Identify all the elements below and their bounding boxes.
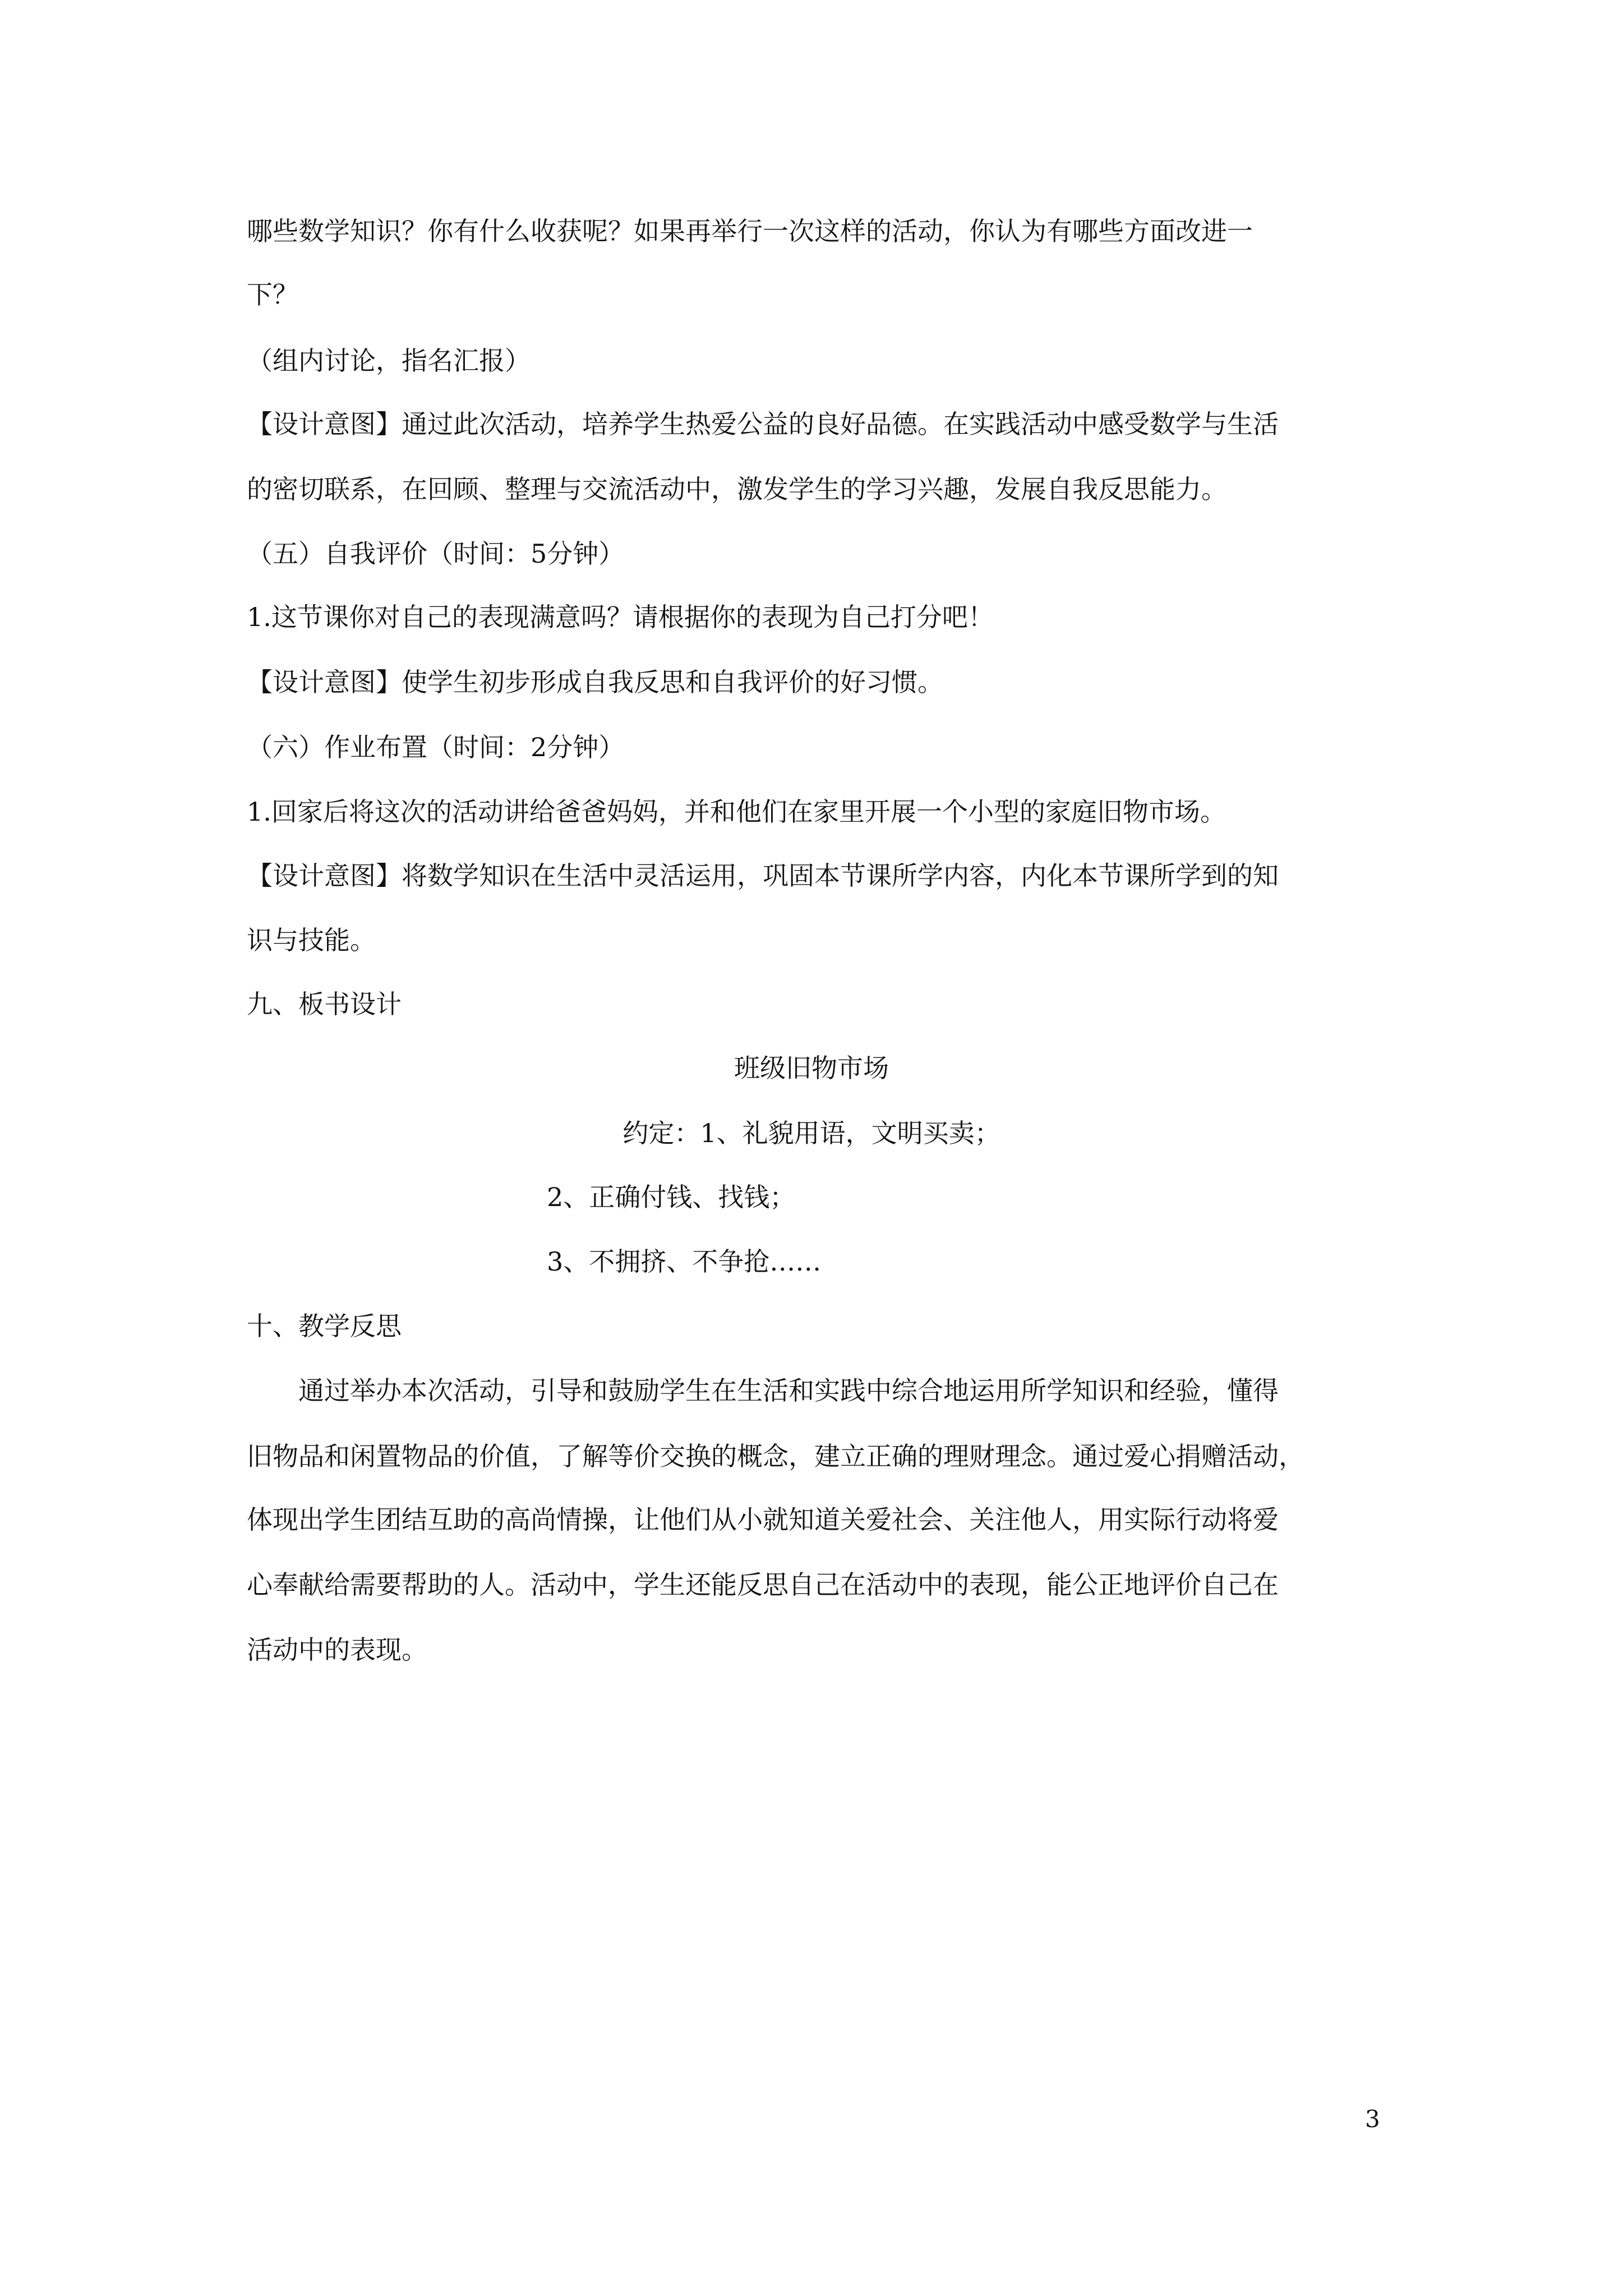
- board-rule: 3、不拥挤、不争抢……: [547, 1246, 822, 1277]
- design-intent-line: 【设计意图】将数学知识在生活中灵活运用，巩固本节课所学内容，内化本节课所学到的知: [247, 861, 1279, 891]
- design-intent-line: 【设计意图】使学生初步形成自我反思和自我评价的好习惯。: [247, 667, 943, 697]
- board-rule: 约定：1、礼貌用语，文明买卖；: [623, 1118, 1000, 1148]
- board-title: 班级旧物市场: [734, 1053, 889, 1083]
- section-heading: 九、板书设计: [247, 989, 402, 1019]
- reflection-line: 旧物品和闲置物品的价值，了解等价交换的概念，建立正确的理财理念。通过爱心捐赠活动，: [247, 1441, 1304, 1471]
- paragraph-line: 识与技能。: [247, 925, 376, 955]
- paragraph-line: 的密切联系，在回顾、整理与交流活动中，激发学生的学习兴趣，发展自我反思能力。: [247, 474, 1227, 504]
- section-heading: （六）作业布置（时间：2分钟）: [247, 732, 625, 762]
- paragraph-line: （组内讨论，指名汇报）: [247, 346, 531, 376]
- list-item: 1.回家后将这次的活动讲给爸爸妈妈，并和他们在家里开展一个小型的家庭旧物市场。: [247, 797, 1226, 827]
- design-intent-line: 【设计意图】通过此次活动，培养学生热爱公益的良好品德。在实践活动中感受数学与生活: [247, 409, 1279, 439]
- reflection-line: 心奉献给需要帮助的人。活动中，学生还能反思自己在活动中的表现，能公正地评价自己在: [247, 1570, 1279, 1600]
- section-heading: （五）自我评价（时间：5分钟）: [247, 539, 625, 569]
- section-heading: 十、教学反思: [247, 1311, 402, 1341]
- reflection-line: 活动中的表现。: [247, 1635, 427, 1665]
- paragraph-line: 哪些数学知识？你有什么收获呢？如果再举行一次这样的活动，你认为有哪些方面改进一: [247, 216, 1253, 246]
- list-item: 1.这节课你对自己的表现满意吗？请根据你的表现为自己打分吧！: [247, 602, 994, 632]
- reflection-line: 体现出学生团结互助的高尚情操，让他们从小就知道关爱社会、关注他人，用实际行动将爱: [247, 1504, 1279, 1535]
- paragraph-line: 下？: [247, 279, 298, 310]
- board-rule: 2、正确付钱、找钱；: [547, 1182, 796, 1212]
- page-number: 3: [1365, 2105, 1380, 2133]
- reflection-line: 通过举办本次活动，引导和鼓励学生在生活和实践中综合地运用所学知识和经验，懂得: [298, 1375, 1279, 1406]
